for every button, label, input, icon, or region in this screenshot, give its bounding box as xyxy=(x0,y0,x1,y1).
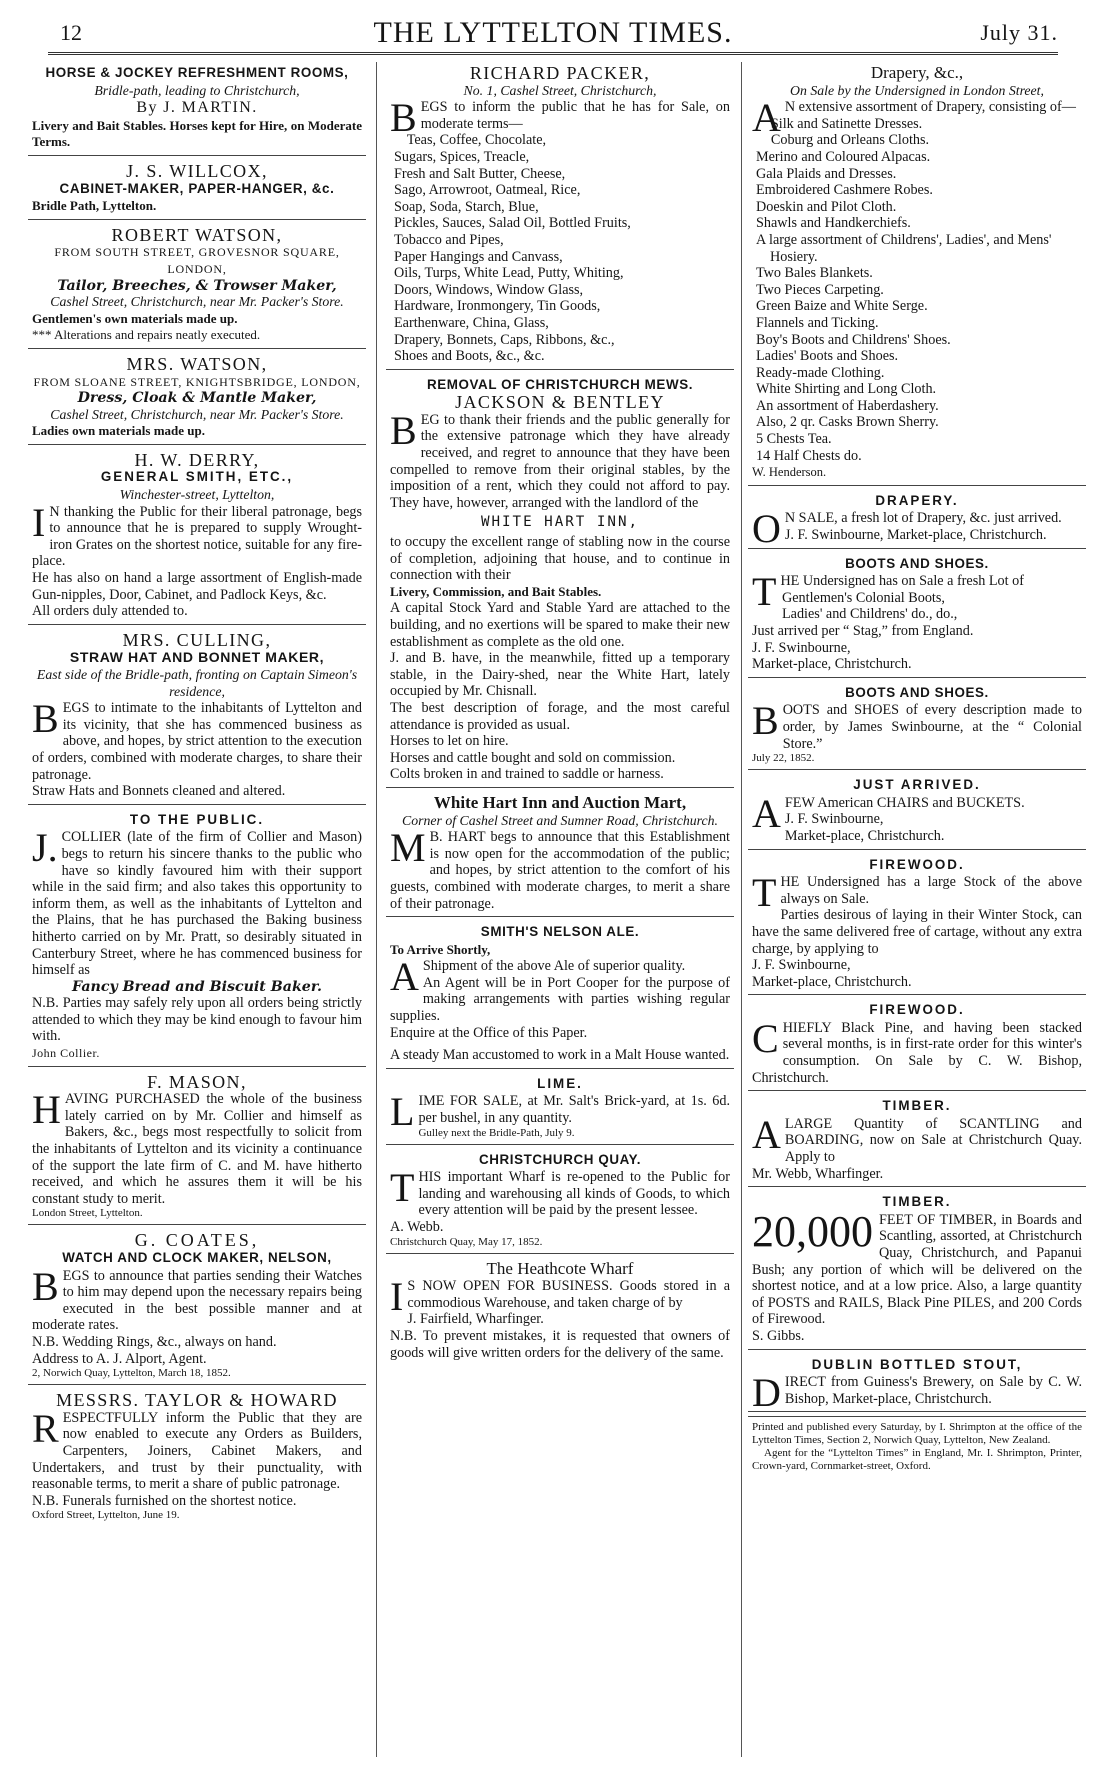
ad-text: IRECT from Guiness's Brewery, on Sale by C. W. Bishop, Market-place, Christchurch. xyxy=(784,1374,1082,1407)
list-item: Ladies' Boots and Shoes. xyxy=(756,348,899,365)
ad-subheading: GENERAL SMITH, ETC., xyxy=(100,469,294,485)
ad-heading: FIREWOOD. xyxy=(869,1002,965,1018)
ad-text: HE Undersigned has on Sale a fresh Lot of xyxy=(780,573,1024,590)
ad-boots-shoes-1 xyxy=(748,553,1086,678)
drop-cap: H xyxy=(32,1087,61,1133)
ad-date: July 22, 1852. xyxy=(752,752,815,765)
ad-text: EGS to intimate to the inhabitants of Lyttelton and its vicinity, that she has commenced business as above, and hopes, by strict attention to the execution of orders, combined with moderate charges, to share their patronage. xyxy=(32,700,362,783)
drop-cap: C xyxy=(752,1015,779,1061)
imprint xyxy=(748,1416,1086,1477)
ad-heading: White Hart Inn and Auction Mart, xyxy=(433,792,687,812)
ad-text: OOTS and SHOES of every description made to order, by James Swinbourne, at the “ Colonial Store.” xyxy=(782,702,1082,752)
ad-inn-name: WHITE HART INN, xyxy=(480,514,640,531)
ad-white-hart xyxy=(386,792,734,917)
ad-nelson-ale xyxy=(386,921,734,1069)
ad-text: An Agent will be in Port Cooper for the purpose of making arrangements with parties wishing regular supplies. xyxy=(390,974,730,1025)
ad-text: HIEFLY Black Pine, and having been stacked several months, is in first-rate order for this winter's consumption. On Sale by C. W. Bishop, Christchurch. xyxy=(752,1019,1082,1086)
ad-heathcote-wharf xyxy=(386,1258,734,1366)
list-item: Drapery, Bonnets, Caps, Ribbons, &c., xyxy=(394,331,615,348)
imprint-text: Printed and published every Saturday, by I. Shrimpton at the office of the Lyttelton Times, Section 2, Norwich Quay, Lyttelton, New Zealand. xyxy=(752,1421,1082,1447)
goods-list xyxy=(390,132,730,364)
ad-text: Horses and cattle bought and sold on commission. xyxy=(390,749,676,766)
ad-text: N.B. Parties may safely rely upon all orders being strictly attended to which they may be kind enough to favour him with. xyxy=(32,995,362,1045)
ad-signature: W. Henderson. xyxy=(752,465,827,480)
ad-firewood-1 xyxy=(748,854,1086,996)
ad-boots-shoes-2 xyxy=(748,682,1086,770)
ad-heading: LIME. xyxy=(537,1075,583,1091)
list-item: Sugars, Spices, Treacle, xyxy=(394,148,530,165)
ad-signature: J. F. Swinbourne, xyxy=(752,639,851,656)
ad-heading: SMITH'S NELSON ALE. xyxy=(480,924,640,940)
ad-text: He has also on hand a large assortment of English-made Gun-nipples, Door, Cabinet, and Padlock Keys, &c. xyxy=(32,570,362,603)
ad-heading: ROBERT WATSON, xyxy=(111,224,283,245)
drop-cap: O xyxy=(752,506,781,552)
ad-text: HIS important Wharf is re-opened to the Public for landing and warehousing all kinds of Goods, to which every attention will be paid by the present lessee. xyxy=(418,1169,730,1219)
ad-text: N.B. Wedding Rings, &c., always on hand. xyxy=(32,1333,277,1350)
list-item: Merino and Coloured Alpacas. xyxy=(756,148,931,165)
ad-taylor-howard xyxy=(28,1389,366,1526)
drop-cap: B xyxy=(32,696,59,742)
ad-text: All orders duly attended to. xyxy=(32,603,188,620)
list-item: Two Pieces Carpeting. xyxy=(756,281,884,298)
list-item: Soap, Soda, Starch, Blue, xyxy=(394,198,539,215)
ad-signature: Mr. Webb, Wharfinger. xyxy=(752,1165,884,1182)
ad-address: Market-place, Christchurch. xyxy=(784,827,945,844)
ad-just-arrived xyxy=(748,774,1086,849)
ad-signature: A. Webb. xyxy=(390,1219,444,1235)
newspaper-title: THE LYTTELTON TIMES. xyxy=(373,16,733,49)
ad-heading: BOOTS AND SHOES. xyxy=(845,684,989,700)
ad-text: Just arrived per “ Stag,” from England. xyxy=(752,623,974,639)
ad-text: N.B. Funerals furnished on the shortest notice. xyxy=(32,1492,297,1509)
ad-subheading: Bridle-path, leading to Christchurch, xyxy=(94,82,300,98)
ad-horse-jockey xyxy=(28,62,366,156)
ad-subheading: CABINET-MAKER, PAPER-HANGER, &c. xyxy=(59,180,335,196)
ad-heading: MESSRS. TAYLOR & HOWARD xyxy=(56,1390,338,1411)
drop-cap: T xyxy=(752,870,777,916)
list-item: Hardware, Ironmongery, Tin Goods, xyxy=(394,298,601,315)
ad-drapery-swinbourne xyxy=(748,490,1086,552)
list-item: Doeskin and Pilot Cloth. xyxy=(756,198,897,215)
issue-date: July 31. xyxy=(980,20,1058,45)
list-item: Oils, Turps, White Lead, Putty, Whiting, xyxy=(394,265,624,282)
list-item: Two Bales Blankets. xyxy=(756,265,873,282)
ad-christchurch-quay xyxy=(386,1149,734,1254)
page-number: 12 xyxy=(60,20,82,45)
drop-cap: M xyxy=(390,825,426,871)
ad-mason xyxy=(28,1071,366,1226)
ad-text: Ladies' and Childrens' do., do., xyxy=(782,606,958,623)
ad-address: East side of the Bridle-path, fronting on Captain Simeon's residence, xyxy=(36,667,358,699)
list-item: 14 Half Chests do. xyxy=(756,447,862,464)
list-item: Silk and Satinette Dresses. xyxy=(770,115,923,132)
drop-cap: A xyxy=(390,954,419,1000)
list-item: An assortment of Haberdashery. xyxy=(756,397,939,414)
ad-text: Horses to let on hire. xyxy=(390,733,509,750)
ad-dublin-stout xyxy=(748,1354,1086,1416)
drop-cap: T xyxy=(752,569,777,615)
ad-jackson-bentley xyxy=(386,374,734,788)
ad-address: Oxford Street, Lyttelton, June 19. xyxy=(32,1509,180,1522)
ad-willcox xyxy=(28,160,366,220)
ad-trade: Dress, Cloak & Mantle Maker, xyxy=(77,390,317,407)
ad-heading: JUST ARRIVED. xyxy=(853,777,981,793)
ad-address: Christchurch Quay, May 17, 1852. xyxy=(390,1235,543,1248)
list-item: Doors, Windows, Window Glass, xyxy=(394,281,584,298)
ad-text: Livery and Bait Stables. Horses kept for Hire, on Moderate Terms. xyxy=(32,117,362,150)
drop-cap: B xyxy=(390,407,417,453)
ad-packer xyxy=(386,62,734,370)
column-3 xyxy=(748,62,1086,1767)
timber-quantity: 20,000 xyxy=(752,1206,873,1256)
ad-address: Cashel Street, Christchurch, near Mr. Packer's Store. xyxy=(50,406,344,422)
list-item: Coburg and Orleans Cloths. xyxy=(770,132,930,149)
ad-text: A capital Stock Yard and Stable Yard are attached to the building, and no exertions will be spared to make their new establishment as complete as the old one. xyxy=(390,600,730,650)
ad-text: N SALE, a fresh lot of Drapery, &c. just arrived. xyxy=(784,510,1062,527)
ad-heading: F. MASON, xyxy=(147,1071,247,1092)
ad-heading: TIMBER. xyxy=(882,1194,952,1210)
ad-address: Gulley next the Bridle-Path, July 9. xyxy=(418,1126,575,1139)
ad-timber-2 xyxy=(748,1191,1086,1349)
masthead-rule xyxy=(48,52,1058,55)
ad-signature: John Collier. xyxy=(32,1046,100,1061)
ad-heading: FIREWOOD. xyxy=(869,856,965,872)
column-divider xyxy=(741,62,742,1757)
drop-cap: T xyxy=(390,1165,415,1211)
ad-proprietor: By J. MARTIN. xyxy=(136,99,258,117)
ad-heading: REMOVAL OF CHRISTCHURCH MEWS. xyxy=(426,376,694,392)
ad-heading: G. COATES, xyxy=(134,1230,260,1251)
ad-text: IME FOR SALE, at Mr. Salt's Brick-yard, at 1s. 6d. per bushel, in any quantity. xyxy=(418,1093,730,1127)
ad-heading: Drapery, &c., xyxy=(870,63,964,82)
ad-text: N thanking the Public for their liberal patronage, begs to announce that he is prepared to supply Wrought-iron Grates on the shortest notice, suitable for any fire-place. xyxy=(32,503,362,570)
list-item: Earthenware, China, Glass, xyxy=(394,314,549,331)
ad-text: Enquire at the Office of this Paper. xyxy=(390,1024,588,1041)
ad-address: No. 1, Cashel Street, Christchurch, xyxy=(463,82,657,98)
column-2 xyxy=(386,62,734,1767)
ad-drapery-henderson xyxy=(748,62,1086,486)
ad-lime xyxy=(386,1073,734,1145)
ad-subheading: On Sale by the Undersigned in London Street, xyxy=(790,82,1044,98)
ad-trade: Tailor, Breeches, & Trowser Maker, xyxy=(57,277,337,294)
list-item: Also, 2 qr. Casks Brown Sherry. xyxy=(756,414,939,431)
ad-text: Parties desirous of laying in their Winter Stock, can have the same delivered free of cartage, without any extra charge, by applying to xyxy=(752,907,1082,957)
ad-heading: DUBLIN BOTTLED STOUT, xyxy=(811,1356,1023,1372)
ad-text: Gentlemen's Colonial Boots, xyxy=(782,589,945,606)
list-item: Boy's Boots and Childrens' Shoes. xyxy=(756,331,951,348)
ad-address: London Street, Lyttelton. xyxy=(32,1207,143,1220)
ad-text: Shipment of the above Ale of superior quality. xyxy=(422,958,686,975)
ad-origin: FROM SOUTH STREET, GROVESNOR SQUARE, LONDON, xyxy=(54,245,340,276)
ad-subheading: JACKSON & BENTLEY xyxy=(455,392,665,413)
list-item: Shawls and Handkerchiefs. xyxy=(756,215,911,232)
ad-heading: RICHARD PACKER, xyxy=(469,63,651,83)
drop-cap: I xyxy=(390,1274,404,1320)
ad-heading: TIMBER. xyxy=(882,1098,952,1114)
ad-text: B. HART begs to announce that this Establishment is now open for the accommodation of the public; and hopes, by strict attention to the comfort of his guests, combined with moderate charges, to merit a share of their patronage. xyxy=(390,829,730,912)
ad-text: Ladies own materials made up. xyxy=(32,423,205,439)
ad-text: N.B. To prevent mistakes, it is requested that owners of goods will give written orders for the delivery of the same. xyxy=(390,1327,730,1361)
ad-text: to occupy the excellent range of stabling now in the course of completion, adjoining that house, and to continue in connection with their xyxy=(390,534,730,584)
ad-coates xyxy=(28,1229,366,1385)
goods-list xyxy=(752,116,1082,464)
list-item: Embroidered Cashmere Robes. xyxy=(756,182,933,199)
drop-cap: R xyxy=(32,1405,59,1451)
ad-signature: S. Gibbs. xyxy=(752,1327,805,1344)
ad-text: Straw Hats and Bonnets cleaned and altered. xyxy=(32,783,286,800)
drop-cap: A xyxy=(752,95,781,141)
ad-heading: J. S. WILLCOX, xyxy=(126,160,268,181)
list-item: Ready-made Clothing. xyxy=(756,364,885,381)
ad-derry xyxy=(28,449,366,625)
list-item: Fresh and Salt Butter, Cheese, xyxy=(394,165,566,182)
ad-heading: The Heathcote Wharf xyxy=(486,1258,634,1278)
ad-subheading: STRAW HAT AND BONNET MAKER, xyxy=(69,649,325,666)
ad-trade: Fancy Bread and Biscuit Baker. xyxy=(72,978,322,995)
ad-text: COLLIER (late of the firm of Collier and Mason) begs to return his sincere thanks to the public who have so kindly favoured him with their support while in the said firm; and also takes this opportunity to inform them, as well as the inhabitants of Lyttelton and the Plains, that he has purchased the Baking business hitherto carried on by Mr. Pratt, so desirably situated in Canterbury Street, where he has commenced business for himself as xyxy=(32,829,362,979)
ad-timber-1 xyxy=(748,1095,1086,1187)
ad-address: Winchester-street, Lyttelton, xyxy=(119,487,275,503)
list-item: Tobacco and Pipes, xyxy=(394,231,504,248)
ad-text: A steady Man accustomed to work in a Malt House wanted. xyxy=(390,1047,730,1064)
ad-text: LARGE Quantity of SCANTLING and BOARDING, now on Sale at Christchurch Quay. Apply to xyxy=(784,1115,1082,1166)
ad-text: FEW American CHAIRS and BUCKETS. xyxy=(784,794,1025,811)
list-item: Pickles, Sauces, Salad Oil, Bottled Fruits, xyxy=(394,215,631,232)
ad-culling xyxy=(28,629,366,805)
ad-address: Corner of Cashel Street and Sumner Road, Christchurch. xyxy=(402,812,718,828)
drop-cap: B xyxy=(32,1263,59,1309)
ad-text: AVING PURCHASED the whole of the business lately carried on by Mr. Collier and himself as Bakers, &c., begs most respectfully to solicit from the inhabitants of Lyttelton and its vicinity a continuance of the support the late firm of C. and M. have hitherto received, and which he assures them it will be his constant study to merit. xyxy=(32,1091,362,1207)
column-1 xyxy=(28,62,366,1767)
ad-firewood-2 xyxy=(748,999,1086,1091)
ad-signature: J. F. Swinbourne, xyxy=(784,811,884,828)
ad-robert-watson xyxy=(28,224,366,349)
imprint-text: Agent for the “Lyttelton Times” in England, Mr. I. Shrimpton, Printer, Crown-yard, Cornmarket-street, Oxford. xyxy=(752,1447,1082,1473)
ad-text: EGS to announce that parties sending their Watches to him may depend upon the necessary repairs being executed in the best possible manner and at moderate rates. xyxy=(32,1267,362,1334)
ad-text: J. and B. have, in the meanwhile, fitted up a temporary stable, in the Dairy-shed, near the White Hart, lately occupied by Mr. Chisnall. xyxy=(390,650,730,700)
ad-heading: H. W. DERRY, xyxy=(134,449,260,470)
ad-text: HE Undersigned has a large Stock of the above always on Sale. xyxy=(780,874,1082,907)
ad-text: S NOW OPEN FOR BUSINESS. Goods stored in a commodious Warehouse, and taken charge of by xyxy=(407,1278,730,1311)
column-divider xyxy=(376,62,377,1757)
ad-text: Gentlemen's own materials made up. xyxy=(32,310,238,326)
ad-heading: HORSE & JOCKEY REFRESHMENT ROOMS, xyxy=(45,65,349,80)
ad-text: N extensive assortment of Drapery, consisting of— xyxy=(784,99,1076,116)
ad-address: Cashel Street, Christchurch, near Mr. Packer's Store. xyxy=(50,294,344,310)
ad-text: EG to thank their friends and the public generally for the extensive patronage which they have already received, and regret to announce that they have been compelled to remove from their original stables, by the imposition of a rent, which they could not afford to pay. They have, however, arranged with the landlord of the xyxy=(390,411,730,511)
ad-address: 2, Norwich Quay, Lyttelton, March 18, 1852. xyxy=(32,1367,231,1380)
masthead xyxy=(48,14,1058,48)
ad-heading: MRS. CULLING, xyxy=(122,629,272,650)
ad-signature: J. F. Swinbourne, xyxy=(752,957,851,974)
list-item: Shoes and Boots, &c., &c. xyxy=(394,348,545,365)
ad-heading: MRS. WATSON, xyxy=(126,353,268,374)
drop-cap: L xyxy=(390,1089,415,1135)
ad-heading: BOOTS AND SHOES. xyxy=(845,555,989,571)
drop-cap: B xyxy=(390,95,417,141)
ad-subheading: To Arrive Shortly, xyxy=(390,941,491,957)
drop-cap: A xyxy=(752,790,781,836)
ad-signature: J. F. Swinbourne, Market-place, Christchurch. xyxy=(784,527,1047,544)
ad-subheading: WATCH AND CLOCK MAKER, NELSON, xyxy=(62,1250,332,1265)
ad-origin: FROM SLOANE STREET, KNIGHTSBRIDGE, LONDON, xyxy=(33,374,361,389)
drop-cap: J. xyxy=(32,825,58,871)
drop-cap: I xyxy=(32,499,46,545)
ad-note: *** Alterations and repairs neatly executed. xyxy=(32,327,261,343)
drop-cap: D xyxy=(752,1370,781,1416)
ad-text: Bridle Path, Lyttelton. xyxy=(32,198,157,214)
drop-cap: B xyxy=(752,698,779,744)
ad-heading: CHRISTCHURCH QUAY. xyxy=(478,1151,642,1167)
ad-address: Market-place, Christchurch. xyxy=(752,656,912,673)
list-item: Gala Plaids and Dresses. xyxy=(756,165,897,182)
ad-mrs-watson xyxy=(28,353,366,445)
drop-cap: A xyxy=(752,1111,781,1157)
list-item: White Shirting and Long Cloth. xyxy=(756,381,937,398)
list-item: 5 Chests Tea. xyxy=(756,431,832,448)
list-item: Teas, Coffee, Chocolate, xyxy=(406,132,547,149)
ad-text: FEET OF TIMBER, in Boards and Scantling, assorted, at Christchurch Quay, Christchurch, and Papanui Bush; any portion of which will be delivered on the shortest notice, and at a low price. Also, a large quantity of POSTS and RAILS, Black Pine PILES, and 200 Cords of Firewood. xyxy=(752,1211,1082,1328)
ad-text: Address to A. J. Alport, Agent. xyxy=(32,1350,207,1367)
ad-text: Livery, Commission, and Bait Stables. xyxy=(390,583,602,599)
ad-address: Market-place, Christchurch. xyxy=(752,973,912,990)
ad-text: ESPECTFULLY inform the Public that they are now enabled to execute any Orders as Builders, Carpenters, Joiners, Cabinet Makers, and Undertakers, and trust by their punctuality, with reasonable terms, to merit a share of public patronage. xyxy=(32,1409,362,1493)
ad-signature: J. Fairfield, Wharfinger. xyxy=(407,1311,544,1328)
ad-collier xyxy=(28,809,366,1067)
ad-heading: TO THE PUBLIC. xyxy=(129,811,265,827)
list-item: Sago, Arrowroot, Oatmeal, Rice, xyxy=(394,182,581,199)
list-item: Paper Hangings and Canvass, xyxy=(394,248,563,265)
ad-heading: DRAPERY. xyxy=(875,492,959,508)
ad-text: EGS to inform the public that he has for Sale, on moderate terms— xyxy=(420,99,730,132)
list-item: Flannels and Ticking. xyxy=(756,314,879,331)
list-item: Green Baize and White Serge. xyxy=(756,298,928,315)
ad-text: Colts broken in and trained to saddle or harness. xyxy=(390,766,664,783)
ad-text: The best description of forage, and the most careful attendance is provided as usual. xyxy=(390,699,730,733)
list-item: A large assortment of Childrens', Ladies', and Mens' Hosiery. xyxy=(756,231,1052,265)
